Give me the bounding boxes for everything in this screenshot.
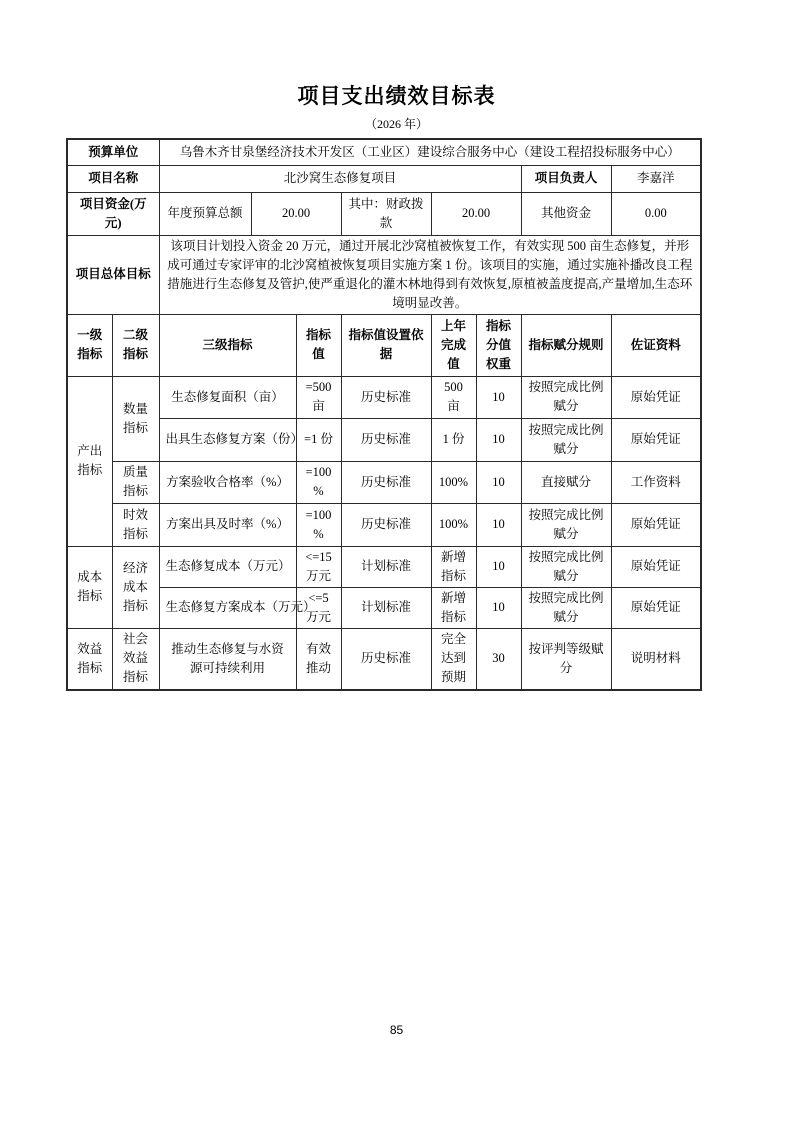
level2-cell: 数量指标 (112, 376, 159, 461)
indicator-name-cell: 方案验收合格率（%） (159, 461, 296, 503)
header-level3: 三级指标 (159, 314, 296, 376)
previous-value-cell: 500 亩 (431, 376, 476, 418)
indicator-value-cell: <=5 万元 (296, 587, 341, 628)
level2-cell: 经济成本指标 (112, 546, 159, 628)
level2-cell: 质量指标 (112, 461, 159, 503)
indicator-name-cell: 方案出具及时率（%） (159, 503, 296, 546)
weight-cell: 10 (476, 461, 521, 503)
indicator-name-cell: 生态修复方案成本（万元） (159, 587, 296, 628)
page-title: 项目支出绩效目标表 (297, 84, 496, 108)
page-subtitle: （2026 年） (364, 117, 428, 131)
previous-value-cell: 1 份 (431, 418, 476, 461)
rule-cell: 直接赋分 (521, 461, 611, 503)
evidence-cell: 原始凭证 (611, 418, 701, 461)
weight-cell: 10 (476, 587, 521, 628)
rule-cell: 按照完成比例赋分 (521, 587, 611, 628)
weight-cell: 10 (476, 546, 521, 587)
evidence-cell: 工作资料 (611, 461, 701, 503)
indicator-value-cell: <=15 万元 (296, 546, 341, 587)
level1-cell: 效益指标 (67, 628, 112, 690)
rule-cell: 按照完成比例赋分 (521, 546, 611, 587)
weight-cell: 10 (476, 503, 521, 546)
overall-goal-text: 该项目计划投入资金 20 万元，通过开展北沙窝植被恢复工作，有效实现 500 亩生态修复，并形成可通过专家评审的北沙窝植被恢复项目实施方案 1 份。该项目的实施，通过实施补播改良工程措施进行生态修复及管护,使严重退化的灌木林地得到有效恢复,原植被盖度提高,产量增加,生态环境明显改善。 (159, 235, 701, 314)
header-level1: 一级指标 (67, 314, 112, 376)
header-value: 指标值 (296, 314, 341, 376)
header-rule: 指标赋分规则 (521, 314, 611, 376)
project-leader-label: 项目负责人 (521, 165, 611, 192)
evidence-cell: 原始凭证 (611, 587, 701, 628)
project-name-row (67, 165, 701, 192)
budget-unit-value: 乌鲁木齐甘泉堡经济技术开发区（工业区）建设综合服务中心（建设工程招投标服务中心） (159, 139, 701, 165)
project-funds-label: 项目资金(万元) (67, 192, 159, 235)
project-leader-value: 李嘉洋 (611, 165, 701, 192)
indicator-name-cell: 生态修复面积（亩） (159, 376, 296, 418)
evidence-cell: 原始凭证 (611, 546, 701, 587)
indicator-header-row (67, 314, 701, 376)
project-name-label: 项目名称 (67, 165, 159, 192)
evidence-cell: 原始凭证 (611, 503, 701, 546)
basis-cell: 历史标准 (341, 376, 431, 418)
indicator-name-cell: 出具生态修复方案（份） (159, 418, 296, 461)
overall-goal-row (67, 235, 701, 314)
indicator-row (67, 587, 701, 628)
level1-cell: 成本指标 (67, 546, 112, 628)
indicator-row (67, 628, 701, 690)
header-level2: 二级指标 (112, 314, 159, 376)
basis-cell: 历史标准 (341, 461, 431, 503)
header-weight: 指标分值权重 (476, 314, 521, 376)
previous-value-cell: 100% (431, 461, 476, 503)
indicator-name-cell: 推动生态修复与水资源可持续利用 (159, 628, 296, 690)
rule-cell: 按照完成比例赋分 (521, 376, 611, 418)
indicator-value-cell: =100% (296, 461, 341, 503)
indicator-value-cell: =1 份 (296, 418, 341, 461)
indicator-row (67, 503, 701, 546)
indicator-name-cell: 生态修复成本（万元） (159, 546, 296, 587)
previous-value-cell: 新增指标 (431, 587, 476, 628)
previous-value-cell: 新增指标 (431, 546, 476, 587)
indicator-row (67, 376, 701, 418)
fiscal-allocation-value: 20.00 (431, 192, 521, 235)
level2-cell: 社会效益指标 (112, 628, 159, 690)
evidence-cell: 说明材料 (611, 628, 701, 690)
other-funds-label: 其他资金 (521, 192, 611, 235)
rule-cell: 按评判等级赋分 (521, 628, 611, 690)
project-funds-row (67, 192, 701, 235)
weight-cell: 10 (476, 376, 521, 418)
rule-cell: 按照完成比例赋分 (521, 418, 611, 461)
previous-value-cell: 100% (431, 503, 476, 546)
level1-cell: 产出指标 (67, 376, 112, 546)
basis-cell: 历史标准 (341, 628, 431, 690)
overall-goal-label: 项目总体目标 (67, 235, 159, 314)
annual-budget-value: 20.00 (251, 192, 341, 235)
indicator-row (67, 418, 701, 461)
basis-cell: 历史标准 (341, 503, 431, 546)
basis-cell: 历史标准 (341, 418, 431, 461)
indicator-value-cell: =500 亩 (296, 376, 341, 418)
level2-cell: 时效指标 (112, 503, 159, 546)
other-funds-value: 0.00 (611, 192, 701, 235)
page-number: 85 (389, 1023, 404, 1037)
rule-cell: 按照完成比例赋分 (521, 503, 611, 546)
evidence-cell: 原始凭证 (611, 376, 701, 418)
header-previous: 上年完成值 (431, 314, 476, 376)
header-evidence: 佐证资料 (611, 314, 701, 376)
annual-budget-label: 年度预算总额 (159, 192, 251, 235)
weight-cell: 30 (476, 628, 521, 690)
weight-cell: 10 (476, 418, 521, 461)
fiscal-allocation-label: 其中：财政拨款 (341, 192, 431, 235)
indicator-row (67, 546, 701, 587)
indicator-value-cell: 有效推动 (296, 628, 341, 690)
performance-target-table (66, 138, 702, 691)
indicator-value-cell: =100% (296, 503, 341, 546)
basis-cell: 计划标准 (341, 546, 431, 587)
basis-cell: 计划标准 (341, 587, 431, 628)
indicator-row (67, 461, 701, 503)
project-name-value: 北沙窝生态修复项目 (159, 165, 521, 192)
budget-unit-row (67, 139, 701, 165)
previous-value-cell: 完全达到预期 (431, 628, 476, 690)
budget-unit-label: 预算单位 (67, 139, 159, 165)
header-basis: 指标值设置依据 (341, 314, 431, 376)
